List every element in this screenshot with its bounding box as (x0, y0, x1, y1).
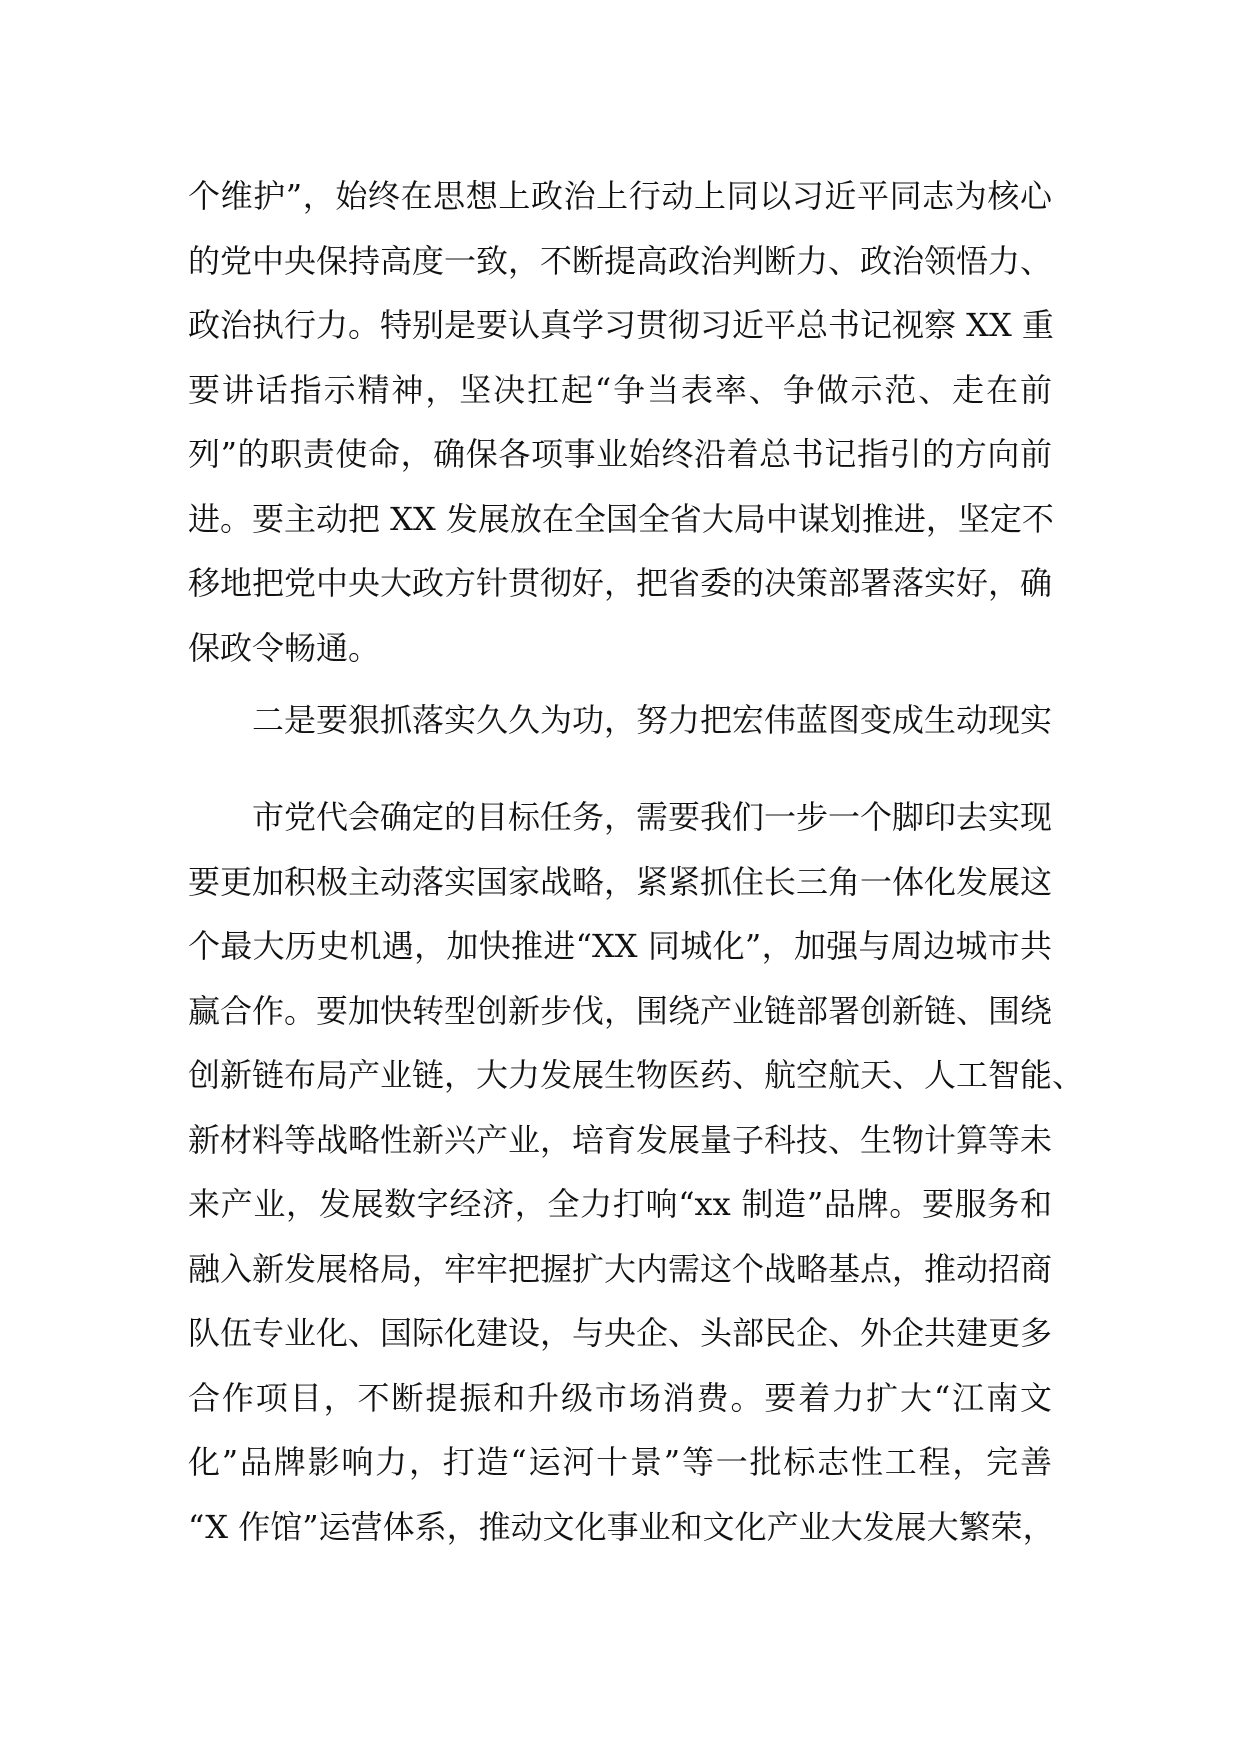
text-line: 市党代会确定的目标任务，需要我们一步一个脚印去实现 (252, 798, 1053, 836)
text-line: 合作项目，不断提振和升级市场消费。要着力扩大“江南文 (188, 1378, 1052, 1417)
text-line: 要讲话指示精神，坚决扛起“争当表率、争做示范、走在前 (188, 370, 1052, 409)
text-line: “X 作馆”运营体系，推动文化事业和文化产业大发展大繁荣， (188, 1507, 1055, 1546)
text-line: 化”品牌影响力，打造“运河十景”等一批标志性工程，完善 (188, 1443, 1052, 1481)
text-line: 要更加积极主动落实国家战略，紧紧抓住长三角一体化发展这 (188, 862, 1053, 901)
text-line: 队伍专业化、国际化建设，与央企、头部民企、外企共建更多 (188, 1314, 1053, 1352)
text-line: 个维护”，始终在思想上政治上行动上同以习近平同志为核心 (188, 177, 1052, 215)
text-line: 政治执行力。特别是要认真学习贯彻习近平总书记视察 XX 重 (188, 306, 1054, 344)
text-line: 个最大历史机遇，加快推进“XX 同城化”，加强与周边城市共 (188, 927, 1052, 965)
text-line: 列”的职责使命，确保各项事业始终沿着总书记指引的方向前 (188, 435, 1052, 473)
text-line: 新材料等战略性新兴产业，培育发展量子科技、生物计算等未 (188, 1120, 1053, 1159)
section-heading: 二是要狠抓落实久久为功，努力把宏伟蓝图变成生动现实 (252, 701, 1053, 739)
text-line: 赢合作。要加快转型创新步伐，围绕产业链部署创新链、围绕 (188, 991, 1053, 1030)
text-line: 的党中央保持高度一致，不断提高政治判断力、政治领悟力、 (188, 241, 1053, 280)
text-line: 保政令畅通。 (188, 628, 381, 667)
text-line: 移地把党中央大政方针贯彻好，把省委的决策部署落实好，确 (188, 564, 1053, 602)
text-line: 进。要主动把 XX 发展放在全国全省大局中谋划推进，坚定不 (188, 499, 1054, 538)
paragraph-main (188, 785, 1085, 1559)
text-line: 融入新发展格局，牢牢把握扩大内需这个战略基点，推动招商 (188, 1249, 1053, 1288)
text-line: 来产业，发展数字经济，全力打响“xx 制造”品牌。要服务和 (188, 1185, 1052, 1223)
text-line: 创新链布局产业链，大力发展生物医药、航空航天、人工智能、 (188, 1056, 1085, 1094)
section-heading-block (188, 688, 1052, 753)
paragraph-continued (188, 164, 1052, 680)
